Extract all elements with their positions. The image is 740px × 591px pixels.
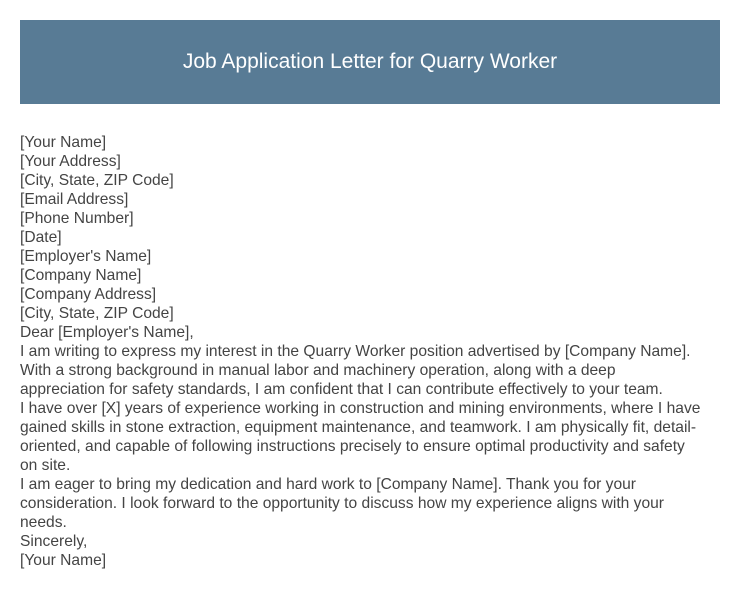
salutation: Dear [Employer's Name], [20,324,194,341]
letter-date: [Date] [20,229,62,246]
letter-body [20,133,720,570]
sender-name: [Your Name] [20,134,107,151]
recipient-company-address: [Company Address] [20,286,157,303]
closing: Sincerely, [20,533,88,550]
paragraph-line: oriented, and capable of following instructions precisely to ensure optimal productivity and safety [20,438,685,455]
paragraph-line: I am writing to express my interest in the Quarry Worker position advertised by [Company Name]. [20,343,691,360]
paragraph-line: I have over [X] years of experience working in construction and mining environments, where I have [20,400,701,417]
paragraph-line: I am eager to bring my dedication and hard work to [Company Name]. Thank you for your [20,476,636,493]
signature: [Your Name] [20,552,107,569]
paragraph-line: needs. [20,514,67,531]
paragraph-line: With a strong background in manual labor and machinery operation, along with a deep [20,362,616,379]
paragraph-experience [20,399,720,475]
paragraph-line: appreciation for safety standards, I am confident that I can contribute effectively to your team. [20,381,663,398]
paragraph-line: on site. [20,457,71,474]
recipient-block [20,247,720,323]
recipient-city-state-zip: [City, State, ZIP Code] [20,305,174,322]
paragraph-line: consideration. I look forward to the opportunity to discuss how my experience aligns with your [20,495,665,512]
paragraph-closing [20,475,720,532]
letter-header-banner [20,20,720,104]
page-title: Job Application Letter for Quarry Worker [182,50,558,73]
recipient-employer-name: [Employer's Name] [20,248,152,265]
sender-block [20,133,720,228]
paragraph-line: gained skills in stone extraction, equipment maintenance, and teamwork. I am physically fit, detail- [20,419,697,436]
paragraph-intro [20,342,720,399]
sender-phone: [Phone Number] [20,210,134,227]
recipient-company-name: [Company Name] [20,267,142,284]
sender-city-state-zip: [City, State, ZIP Code] [20,172,174,189]
sender-email: [Email Address] [20,191,129,208]
sender-address: [Your Address] [20,153,121,170]
